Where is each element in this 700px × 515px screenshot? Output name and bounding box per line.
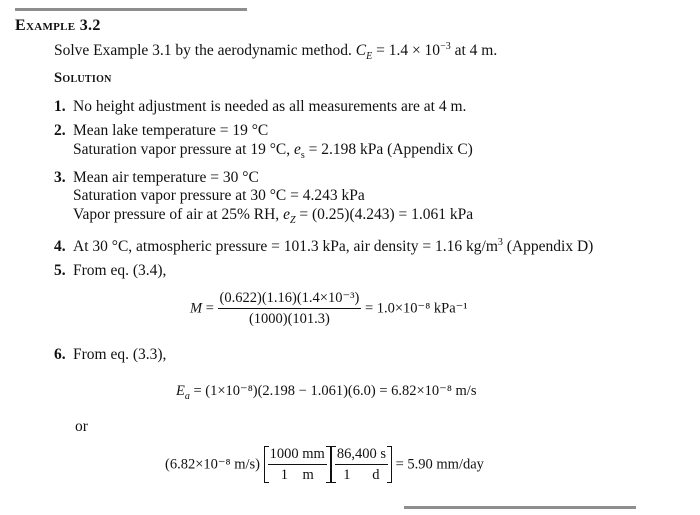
example-heading: Example 3.2: [15, 17, 101, 34]
step-number: 1.: [54, 98, 66, 115]
problem-statement: Solve Example 3.1 by the aerodynamic method. $C_E = 1.4 \times 10^{-3}$ at 4 m.: [54, 40, 498, 63]
step-2-line-2: Saturation vapor pressure at 19 °C, $e_s = 2.198$ kPa (Appendix C): [73, 141, 473, 162]
step-text: From eq. (3.4),: [73, 262, 167, 279]
conv-factor-1: [264, 446, 331, 483]
step-6: [54, 346, 166, 364]
step-1: [54, 98, 466, 116]
conv-result: = 5.90 mm/day: [395, 456, 484, 473]
step-number: 6.: [54, 346, 66, 363]
conv-f1-num: 1000 mm: [268, 446, 327, 465]
or-text: or: [75, 418, 88, 435]
top-rule: [15, 8, 247, 11]
step-text: At 30 °C, atmospheric pressure = 101.3 kPa, air density = 1.16 $kg/m^3$ (Appendix D): [73, 236, 594, 255]
conv-lead: (6.82×10⁻⁸ m/s): [165, 456, 260, 473]
step-3-line-2: Saturation vapor pressure at 30 °C = 4.243 kPa: [73, 187, 365, 204]
m-result: = 1.0×10⁻⁸ kPa⁻¹: [364, 300, 468, 317]
m-fraction: [218, 290, 362, 327]
conversion-equation: [165, 446, 484, 483]
ea-equation: (1×10⁻⁸)(2.198 − 1.061)(6.0) = 6.82×10⁻⁸ m/s: [205, 383, 477, 399]
step-3-line-3: Vapor pressure of air at 25% RH, $e_Z = (0.25)(4.243) = 1.061$ kPa: [73, 206, 474, 227]
step-text: From eq. (3.3),: [73, 346, 167, 363]
step-text: No height adjustment is needed as all measurements are at 4 m.: [73, 98, 467, 115]
equation-ea: $E_a = (1\times 10^{-8})(2.198 - 1.061)(6.0) = 6.82\times 10^{-8}$ m/s: [176, 383, 477, 402]
m-denominator: (1000)(101.3): [248, 310, 330, 327]
step-text: Mean air temperature = 30 °C: [73, 169, 259, 186]
step-text: Mean lake temperature = 19 °C: [73, 122, 269, 139]
conv-f1-den: 1 m: [280, 466, 314, 483]
solution-heading: Solution: [54, 70, 112, 86]
step-2: [54, 122, 268, 140]
conv-factor-2: [331, 446, 392, 483]
step-number: 3.: [54, 169, 66, 186]
conv-f2-den: 1 d: [343, 466, 380, 483]
bottom-rule: [404, 506, 636, 509]
m-numerator: (0.622)(1.16)(1.4×10⁻³): [218, 290, 362, 309]
step-5: [54, 262, 166, 280]
step-number: 4.: [54, 238, 66, 255]
equation-m: M = $\frac{\text{(0.622)(1.16)(1.4×10⁻³)}}{(1000)(101.3)}$ = 1.0×10⁻⁸ kPa⁻¹: [190, 290, 468, 327]
step-number: 5.: [54, 262, 66, 279]
step-3: [54, 169, 259, 187]
step-number: 2.: [54, 122, 66, 139]
step-4: [54, 238, 593, 256]
conv-f2-num: 86,400 s: [335, 446, 388, 465]
